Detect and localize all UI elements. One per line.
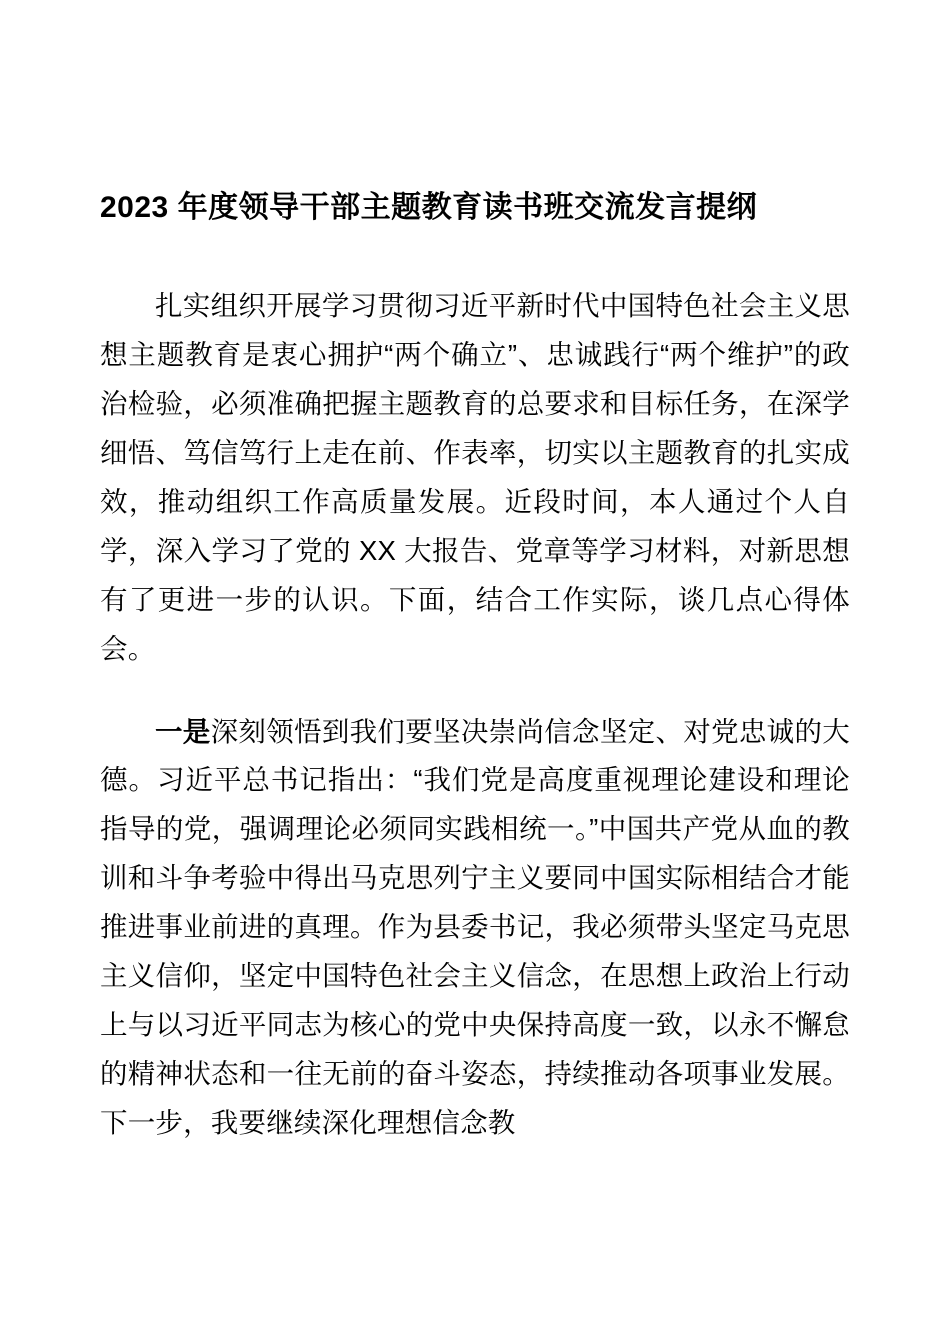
paragraph-2-lead: 一是 <box>155 715 211 747</box>
page-title: 2023 年度领导干部主题教育读书班交流发言提纲 <box>100 191 758 224</box>
paragraph-2-body: 深刻领悟到我们要坚决崇尚信念坚定、对党忠诚的大德。习近平总书记指出：“我们党是高度重视理论建设和理论指导的党，强调理论必须同实践相统一。”中国共产党从血的教训和斗争考验中得出马克思列宁主义要同中国实际相结合才能推进事业前进的真理。作为县委书记，我必须带头坚定马克思主义信仰，坚定中国特色社会主义信念，在思想上政治上行动上与以习近平同志为核心的党中央保持高度一致，以永不懈怠的精神状态和一往无前的奋斗姿态，持续推动各项事业发展。下一步，我要继续深化理想信念教 <box>100 715 850 1138</box>
paragraph-1: 扎实组织开展学习贯彻习近平新时代中国特色社会主义思想主题教育是衷心拥护“两个确立”、忠诚践行“两个维护”的政治检验，必须准确把握主题教育的总要求和目标任务，在深学细悟、笃信笃行上走在前、作表率，切实以主题教育的扎实成效，推动组织工作高质量发展。近段时间，本人通过个人自学，深入学习了党的 XX 大报告、党章等学习材料，对新思想有了更进一步的认识。下面，结合工作实际，谈几点心得体会。 <box>100 290 850 664</box>
paragraph-2 <box>100 708 850 1148</box>
